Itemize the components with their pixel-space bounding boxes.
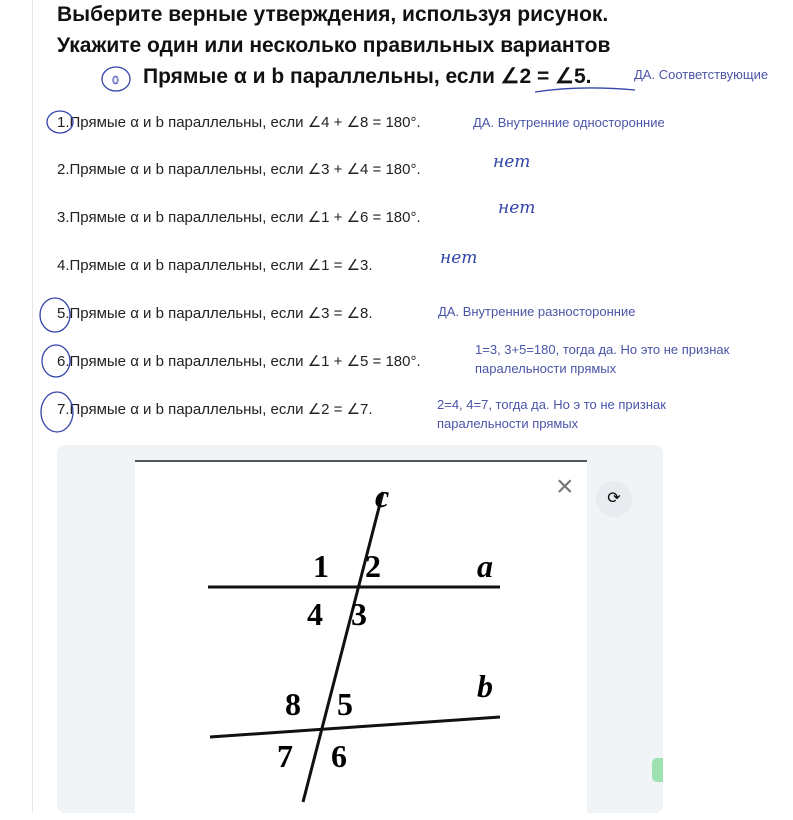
option-3[interactable]: 3.Прямые α и b параллельны, если ∠1 + ∠6 = 180°. <box>57 209 421 226</box>
svg-text:0: 0 <box>112 74 119 87</box>
question-title-line2: Укажите один или несколько правильных вариантов <box>57 34 611 57</box>
option-1-note: ДА. Внутренние односторонние <box>473 115 665 130</box>
label-6: 6 <box>331 738 347 774</box>
underline-mark <box>535 88 635 92</box>
option-6-note: 1=3, 3+5=180, тогда да. Но это не признак паралельности прямых <box>475 342 730 376</box>
label-5: 5 <box>337 686 353 722</box>
option-2-note: нет <box>493 152 531 172</box>
main-statement[interactable]: Прямые α и b параллельны, если ∠2 = ∠5. <box>143 65 592 88</box>
option-7[interactable]: 7.Прямые α и b параллельны, если ∠2 = ∠7. <box>57 401 373 418</box>
label-8: 8 <box>285 686 301 722</box>
label-c: c <box>375 478 390 514</box>
circle-mark-5 <box>40 298 70 332</box>
label-3: 3 <box>351 596 367 632</box>
main-note: ДА. Соответствующие <box>634 67 769 82</box>
option-3-note: нет <box>498 198 536 218</box>
rotate-image-button[interactable]: ⟳ <box>596 481 632 517</box>
circle-mark-6 <box>42 345 70 377</box>
question-title-line1: Выберите верные утверждения, используя рисунок. <box>57 3 609 26</box>
option-5[interactable]: 5.Прямые α и b параллельны, если ∠3 = ∠8. <box>57 305 373 322</box>
label-1: 1 <box>313 548 329 584</box>
option-2[interactable]: 2.Прямые α и b параллельны, если ∠3 + ∠4 = 180°. <box>57 161 421 178</box>
option-7-note: 2=4, 4=7, тогда да. Но э то не признак паралельности прямых <box>437 397 666 431</box>
label-a: a <box>477 548 493 584</box>
close-icon[interactable]: × <box>556 470 574 503</box>
label-7: 7 <box>277 738 293 774</box>
option-4-note: нет <box>440 248 478 268</box>
option-5-note: ДА. Внутренние разносторонние <box>438 304 636 319</box>
label-4: 4 <box>307 596 323 632</box>
option-4[interactable]: 4.Прямые α и b параллельны, если ∠1 = ∠3. <box>57 257 373 274</box>
circle-mark-7 <box>41 392 73 432</box>
option-6[interactable]: 6.Прямые α и b параллельны, если ∠1 + ∠5 = 180°. <box>57 353 421 370</box>
circle-mark-1 <box>47 111 73 133</box>
label-b: b <box>477 668 493 704</box>
label-2: 2 <box>365 548 381 584</box>
option-1[interactable]: 1.Прямые α и b параллельны, если ∠4 + ∠8 = 180°. <box>57 114 421 131</box>
